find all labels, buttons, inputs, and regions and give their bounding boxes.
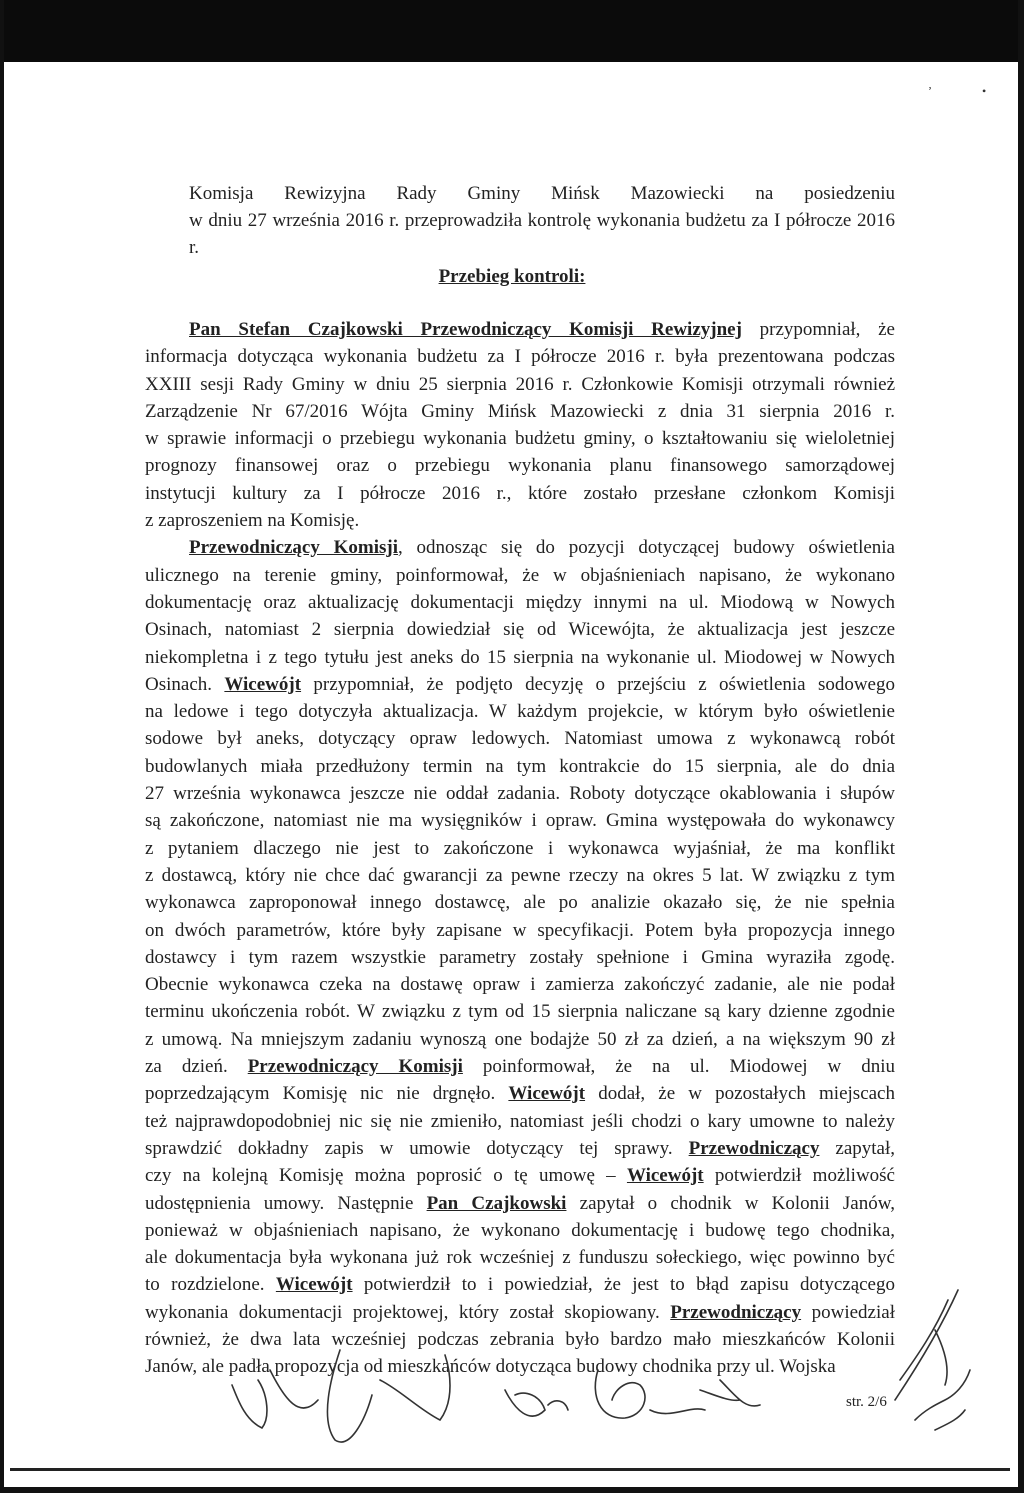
p2-text: powiedział xyxy=(801,1301,895,1323)
p1-line: w sprawie informacji o przebiegu wykonania budżetu gminy, o kształtowaniu się wieloletniej xyxy=(145,428,895,450)
p2-line xyxy=(145,1135,895,1162)
p2-line: dokumentację oraz aktualizację dokumentacji między innymi na ul. Miodową w Nowych xyxy=(145,591,895,613)
p2-text: potwierdził możliwość xyxy=(703,1165,895,1187)
p2-line xyxy=(145,1190,895,1217)
p2-text: dodał, że w pozostałych miejscach xyxy=(585,1083,895,1105)
scan-bottom-border xyxy=(0,1487,1024,1493)
p2-line: Osinach, natomiast 2 sierpnia dowiedział się od Wicewójta, że aktualizacja jest jeszcze xyxy=(145,619,895,641)
p2-text: udostępnienia umowy. Następnie xyxy=(145,1192,427,1214)
p2-line xyxy=(145,1053,895,1080)
p2-line: są zakończone, natomiast nie ma wysięgników i opraw. Gmina występowała do wykonawcy xyxy=(145,810,895,832)
intro-line-1: Komisja Rewizyjna Rady Gminy Mińsk Mazowiecki na posiedzeniu xyxy=(189,183,895,204)
speaker-name: Wicewójt xyxy=(224,673,302,695)
speaker-name: Przewodniczący Komisji xyxy=(247,1056,463,1078)
p2-line: Obecnie wykonawca czeka na dostawę opraw i zamierza zakończyć zadanie, ale nie podał xyxy=(145,974,895,996)
speaker-name: Przewodniczący xyxy=(670,1301,802,1323)
intro-paragraph xyxy=(189,180,895,258)
p2-line xyxy=(145,1271,895,1298)
p2-line xyxy=(145,534,895,561)
scan-top-border xyxy=(0,0,1024,62)
p2-line xyxy=(145,1080,895,1107)
p2-line: wykonawca zaproponował innego dostawcę, ale po analizie okazało się, że nie spełnia xyxy=(145,892,895,914)
p2-line: budowlanych miała przedłużony termin na tym kontrakcie do 15 sierpnia, ale do dnia xyxy=(145,755,895,777)
p2-line: też najprawdopodobniej nic się nie zmieniło, natomiast jeśli chodzi o kary umowne to należy xyxy=(145,1110,895,1132)
p2-line: ulicznego na terenie gminy, poinformował, że w objaśnieniach napisano, że wykonano xyxy=(145,564,895,586)
scan-specks: ʼ • xyxy=(928,84,987,98)
p2-text: za dzień. xyxy=(145,1056,248,1078)
p1-line: XXIII sesji Rady Gminy w dniu 25 sierpnia 2016 r. Członkowie Komisji otrzymali również xyxy=(145,373,895,395)
p2-line: ponieważ w objaśnieniach napisano, że wykonano dokumentację i budowę tego chodnika, xyxy=(145,1219,895,1241)
p1-line: instytucji kultury za I półrocze 2016 r., które zostało przesłane członkom Komisji xyxy=(145,482,895,504)
p1-line: informacja dotycząca wykonania budżetu za I półrocze 2016 r. była prezentowana podczas xyxy=(145,346,895,368)
p2-line: on dwóch parametrów, które były zapisane w specyfikacji. Potem była propozycja innego xyxy=(145,919,895,941)
signature-5 xyxy=(915,1370,970,1430)
speaker-name: Pan Czajkowski xyxy=(426,1192,567,1214)
speaker-name: Przewodniczący xyxy=(688,1137,820,1159)
p2-text: zapytał, xyxy=(819,1137,895,1159)
p2-line: na ledowe i tego dotyczyła aktualizacja. W każdym projekcie, w którym było oświetlenie xyxy=(145,701,895,723)
page-number: str. 2/6 xyxy=(846,1394,887,1410)
p2-line: z dostawcą, który nie chce dać gwarancji za pewne rzeczy na okres 5 lat. W związku z tym xyxy=(145,864,895,886)
p2-line: z umową. Na mniejszym zadaniu wynoszą one bodajże 50 zł za dzień, a na większym 90 zł xyxy=(145,1028,895,1050)
signature-3 xyxy=(505,1390,568,1416)
p2-text: przypomniał, że podjęto decyzję o przejściu z oświetlenia sodowego xyxy=(301,673,895,695)
p2-line: terminu ukończenia robót. W związku z tym od 15 sierpnia naliczane są kary dzienne zgodnie xyxy=(145,1001,895,1023)
p2-line xyxy=(145,671,895,698)
p2-text: Osinach. xyxy=(145,673,225,695)
p2-line: ale dokumentacja była wykonana już rok wcześniej z funduszu sołeckiego, więc powinno być xyxy=(145,1247,895,1269)
speaker-name: Wicewójt xyxy=(626,1165,704,1187)
p2-text: wykonania dokumentacji projektowej, który został skopiowany. xyxy=(145,1301,671,1323)
p2-line xyxy=(145,1299,895,1326)
p2-text: czy na kolejną Komisję można poprosić o tę umowę – xyxy=(145,1165,627,1187)
p2-line: dostawcy i tym razem wszystkie parametry zostały spełnione i Gmina wyraziła zgodę. xyxy=(145,946,895,968)
speaker-name: Wicewójt xyxy=(508,1083,586,1105)
section-heading: Przebieg kontroli: xyxy=(438,266,586,287)
p2-line: również, że dwa lata wcześniej podczas zebrania było bardzo mało mieszkańców Kolonii xyxy=(145,1328,895,1350)
p2-text: poprzedzającym Komisję nic nie drgnęło. xyxy=(145,1083,509,1105)
intro-line-2: w dniu 27 września 2016 r. przeprowadziła kontrolę wykonania budżetu za I półrocze 2016 r. xyxy=(189,210,895,258)
speaker-name: Pan Stefan Czajkowski Przewodniczący Komisji Rewizyjnej xyxy=(189,319,742,340)
p2-text: potwierdził to i powiedział, że jest to błąd zapisu dotyczącego xyxy=(352,1274,895,1296)
margin-check-mark xyxy=(895,1290,958,1400)
p2-line: niekompletna i z tego tytułu jest aneks do 15 sierpnia na wykonanie ul. Miodowej w Nowych xyxy=(145,646,895,668)
p2-text: poinformował, że na ul. Miodowej w dniu xyxy=(462,1056,895,1078)
p2-line: Janów, ale padła propozycja od mieszkańców dotycząca budowy chodnika przy ul. Wojska xyxy=(145,1356,836,1378)
p1-line: z zaproszeniem na Komisję. xyxy=(145,510,360,532)
p2-line xyxy=(145,1162,895,1189)
scan-left-border xyxy=(0,0,4,1493)
p2-text: , odnosząc się do pozycji dotyczącej budowy oświetlenia xyxy=(398,537,895,559)
p1-line xyxy=(145,316,895,343)
speaker-name: Wicewójt xyxy=(275,1274,353,1296)
p2-text: sprawdzić dokładny zapis w umowie dotyczący tej sprawy. xyxy=(145,1137,689,1159)
p1-line: prognozy finansowej oraz o przebiegu wykonania planu finansowego samorządowej xyxy=(145,455,895,477)
p2-line: sodowe był aneks, dotyczący opraw ledowych. Natomiast umowa z wykonawcą robót xyxy=(145,728,895,750)
p2-line: 27 września wykonawca jeszcze nie oddał zadania. Roboty dotyczące okablowania i słupów xyxy=(145,783,895,805)
p1-line: Zarządzenie Nr 67/2016 Wójta Gminy Mińsk Mazowiecki z dnia 31 sierpnia 2016 r. xyxy=(145,400,895,422)
p2-text: zapytał o chodnik w Kolonii Janów, xyxy=(566,1192,895,1214)
speaker-name: Przewodniczący Komisji xyxy=(189,537,399,559)
p2-text: to rozdzielone. xyxy=(145,1274,276,1296)
bottom-rule xyxy=(10,1468,1010,1471)
scan-right-border xyxy=(1018,0,1024,1493)
body-text xyxy=(145,316,895,1381)
p2-line: z pytaniem dlaczego nie jest to zakończone i wykonawca wyjaśniał, że ma konflikt xyxy=(145,837,895,859)
p1-text: przypomniał, że xyxy=(741,319,895,340)
